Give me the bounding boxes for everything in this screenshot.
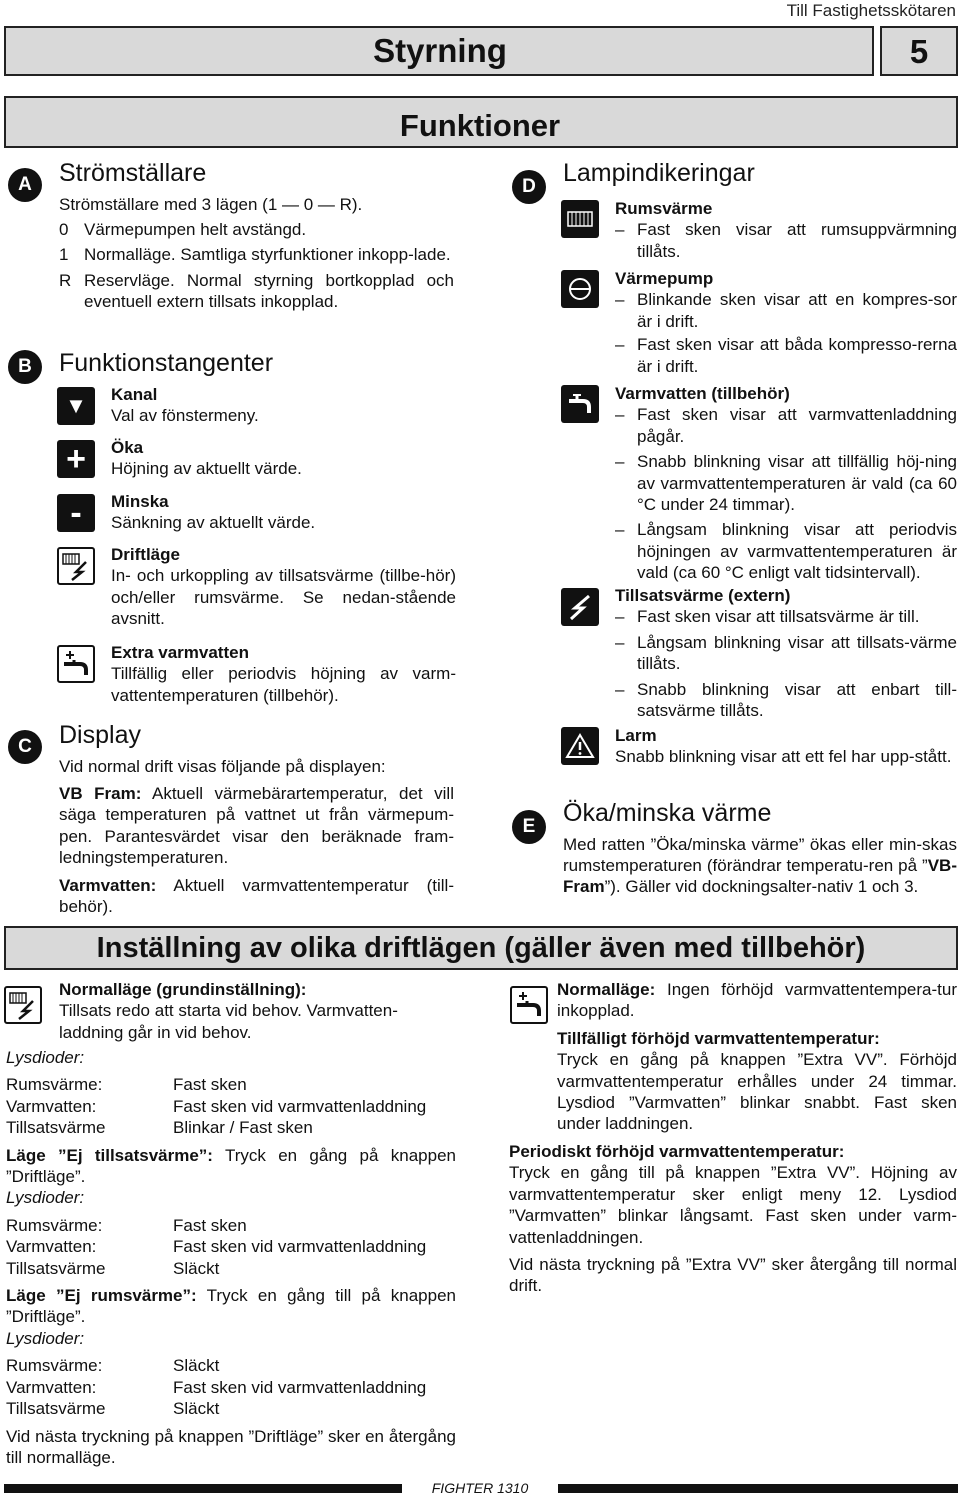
temp-label: Tillfälligt förhöjd varmvattentemperatur: [557, 1028, 880, 1048]
audience-label: Till Fastighetsskötaren [786, 1, 956, 20]
faucet-plus-icon[interactable] [57, 645, 95, 683]
mode-ej-tillsats: Läge ”Ej tillsatsvärme”: Tryck en gång på knappen ”Driftläge”. [6, 1145, 456, 1187]
oka-minska-text: Med ratten ”Öka/minska värme” ökas eller min-skas rumstemperaturen (förändrar temperatu-ren på ”VB-Fram”). Gäller vid dockningsalter-nativ 1 och 3. [563, 834, 957, 897]
lysdioder-label: Lysdioder: [6, 1048, 85, 1067]
lamp-line: – Fast sken visar att varmvattenladdning pågår. [615, 404, 957, 447]
key-label: Extra varmvatten [111, 643, 249, 662]
lamp-line: – Fast sken visar att båda kompresso-rerna är i drift. [615, 334, 957, 377]
switch-key: 1 [59, 245, 69, 265]
lamp-item [615, 725, 957, 768]
lamp-item [615, 585, 957, 721]
key-label: Kanal [111, 385, 158, 404]
display-title: Display [59, 721, 141, 749]
heat-pump-icon [561, 270, 599, 308]
key-text: Höjning av aktuellt värde. [111, 459, 302, 479]
lamp-line: – Långsam blinkning visar att periodvis höjningen av varmvattentemperaturen är vald (ca 60 °C enligt valt tidsintervall). [615, 519, 957, 583]
faucet-plus-icon [510, 986, 548, 1024]
right-normal-text: Normalläge: Ingen förhöjd varmvattentempera-tur inkopplad. [557, 980, 957, 1021]
marker-d: D [512, 170, 546, 204]
radiator-lightning-icon[interactable] [57, 547, 95, 585]
section-title: Funktioner [399, 108, 561, 143]
minus-icon[interactable]: - [57, 494, 95, 532]
key-label: Öka [111, 438, 144, 457]
marker-b: B [8, 350, 42, 384]
lysdioder-label: Lysdioder: [6, 1188, 85, 1208]
switch-key: R [59, 270, 72, 290]
lamp-line: Snabb blinkning visar att ett fel har upp-stått. [615, 747, 952, 767]
oka-minska-title: Öka/minska värme [563, 799, 772, 827]
switch-text: Normalläge. Samtliga styrfunktioner inkopp-lade. [84, 245, 451, 265]
led-row: Rumsvärme: Släckt [6, 1356, 220, 1376]
key-item [111, 491, 456, 534]
mode-details [6, 1047, 456, 1468]
key-item [111, 437, 456, 480]
led-row: Tillsatsvärme Släckt [6, 1258, 220, 1278]
key-item [111, 642, 456, 706]
stromstallare-section [59, 158, 454, 313]
lamp-label: Larm [615, 726, 657, 745]
lamp-item [615, 198, 957, 262]
lamp-item [615, 268, 957, 377]
switch-text: Reservläge. Normal styrning bortkopplad och eventuell extern tillsats inkopplad. [84, 270, 454, 312]
lamp-label: Varmvatten (tillbehör) [615, 384, 790, 403]
next-text: Vid nästa tryckning på ”Extra VV” sker återgång till normal drift. [509, 1255, 957, 1296]
normal-mode-text: Tillsats redo att starta vid behov. Varmvatten-laddning går in vid behov. [59, 1001, 398, 1042]
display-intro: Vid normal drift visas följande på displayen: [59, 756, 386, 776]
vb-fram-description: VB Fram: Aktuell värmebärartemperatur, det vill säga temperaturen på vattnet ut från värmepum-pen. Parantesvärdet visar den beräknade fram-ledningstemperaturen. [59, 783, 454, 868]
lamp-label: Rumsvärme [615, 199, 713, 218]
led-row: Varmvatten: Fast sken vid varmvattenladdning [6, 1237, 427, 1257]
key-label: Driftläge [111, 545, 180, 564]
period-block [509, 1141, 957, 1297]
led-row: Varmvatten: Fast sken vid varmvattenladdning [6, 1377, 427, 1397]
oka-minska-section [563, 798, 957, 898]
normal-mode-block [59, 979, 454, 1043]
funktionstangenter-title: Funktionstangenter [59, 349, 274, 377]
lamp-line: – Fast sken visar att rumsuppvärmning tillåts. [615, 219, 957, 262]
lysdioder-label: Lysdioder: [6, 1328, 85, 1348]
footer-model: FIGHTER 1310 [431, 1480, 529, 1496]
warning-icon [561, 727, 599, 765]
lamp-line: – Snabb blinkning visar att enbart till-satsvärme tillåts. [615, 679, 957, 722]
switch-item [59, 219, 454, 240]
temp-text: Tryck en gång på knappen ”Extra VV”. Förhöjd varmvattentemperatur erhålles under 24 timmar. Lysdiod ”Varmvatten” blinkar snabbt. Fast sken under laddningen. [557, 1050, 957, 1134]
footer-rule-left [4, 1484, 402, 1493]
led-row: Tillsatsvärme Släckt [6, 1399, 220, 1419]
switch-item [59, 270, 454, 313]
key-text: Val av fönstermeny. [111, 406, 259, 426]
lamp-item [615, 383, 957, 584]
varmvatten-description: Varmvatten: Aktuell varmvattentemperatur (till-behör). [59, 875, 454, 916]
lamp-label: Värmepump [615, 269, 714, 288]
mode-ej-rumsvarme: Läge ”Ej rumsvärme”: Tryck en gång till på knappen ”Driftläge”. [6, 1286, 456, 1327]
installning-title: Inställning av olika driftlägen (gäller även med tillbehör) [96, 932, 866, 964]
led-row: Rumsvärme: Fast sken [6, 1075, 247, 1095]
lamp-label: Tillsatsvärme (extern) [615, 586, 791, 605]
key-item [111, 544, 456, 630]
led-row: Rumsvärme: Fast sken [6, 1215, 247, 1235]
period-label: Periodiskt förhöjd varmvattentemperatur: [509, 1142, 845, 1161]
marker-c: C [8, 730, 42, 764]
return-text: Vid nästa tryckning på knappen ”Driftläge” sker en återgång till normalläge. [6, 1426, 456, 1467]
lamp-line: – Fast sken visar att tillsatsvärme är till. [615, 606, 957, 627]
footer-rule-right [558, 1484, 958, 1493]
switch-text: Värmepumpen helt avstängd. [84, 219, 307, 239]
stromstallare-title: Strömställare [59, 159, 207, 187]
key-item [111, 384, 456, 427]
faucet-icon [561, 385, 599, 423]
led-row: Tillsatsvärme Blinkar / Fast sken [6, 1118, 313, 1138]
chapter-number: 5 [880, 26, 958, 76]
key-label: Minska [111, 492, 169, 511]
switch-key: 0 [59, 219, 69, 239]
lampindikeringar-title: Lampindikeringar [563, 159, 755, 187]
arrow-down-icon[interactable]: ▼ [57, 387, 95, 425]
extra-vv-block [557, 979, 957, 1135]
radiator-lightning-icon [4, 986, 42, 1024]
period-text: Tryck en gång till på knappen ”Extra VV”. Höjning av varmvattentemperatur sker enligt meny 12. Lysdiod ”Varmvatten” blinkar långsamt. Fast sken under varm-vattenladdningen. [509, 1163, 957, 1247]
led-row: Varmvatten: Fast sken vid varmvattenladdning [6, 1096, 427, 1116]
lamp-line: – Snabb blinkning visar att tillfällig höj-ning av varmvattentemperaturen är vald (ca 60 °C under 24 timmar). [615, 451, 957, 515]
plus-icon[interactable]: + [57, 440, 95, 478]
display-section [59, 720, 454, 917]
chapter-title: Styrning [373, 32, 507, 69]
lamp-line: – Långsam blinkning visar att tillsats-värme tillåts. [615, 632, 957, 675]
radiator-icon [561, 200, 599, 238]
stromstallare-intro: Strömställare med 3 lägen (1 — 0 — R). [59, 194, 363, 214]
marker-a: A [8, 168, 42, 202]
lightning-icon [561, 588, 599, 626]
key-text: Sänkning av aktuellt värde. [111, 513, 316, 533]
switch-item [59, 244, 454, 265]
lamp-line: – Blinkande sken visar att en kompres-sor är i drift. [615, 289, 957, 332]
key-text: Tillfällig eller periodvis höjning av varm-vattentemperaturen (tillbehör). [111, 664, 456, 705]
key-text: In- och urkoppling av tillsatsvärme (tillbe-hör) och/eller rumsvärme. Se nedan-stående avsnitt. [111, 566, 456, 629]
normal-mode-label: Normalläge (grundinställning): [59, 980, 307, 999]
marker-e: E [512, 810, 546, 844]
